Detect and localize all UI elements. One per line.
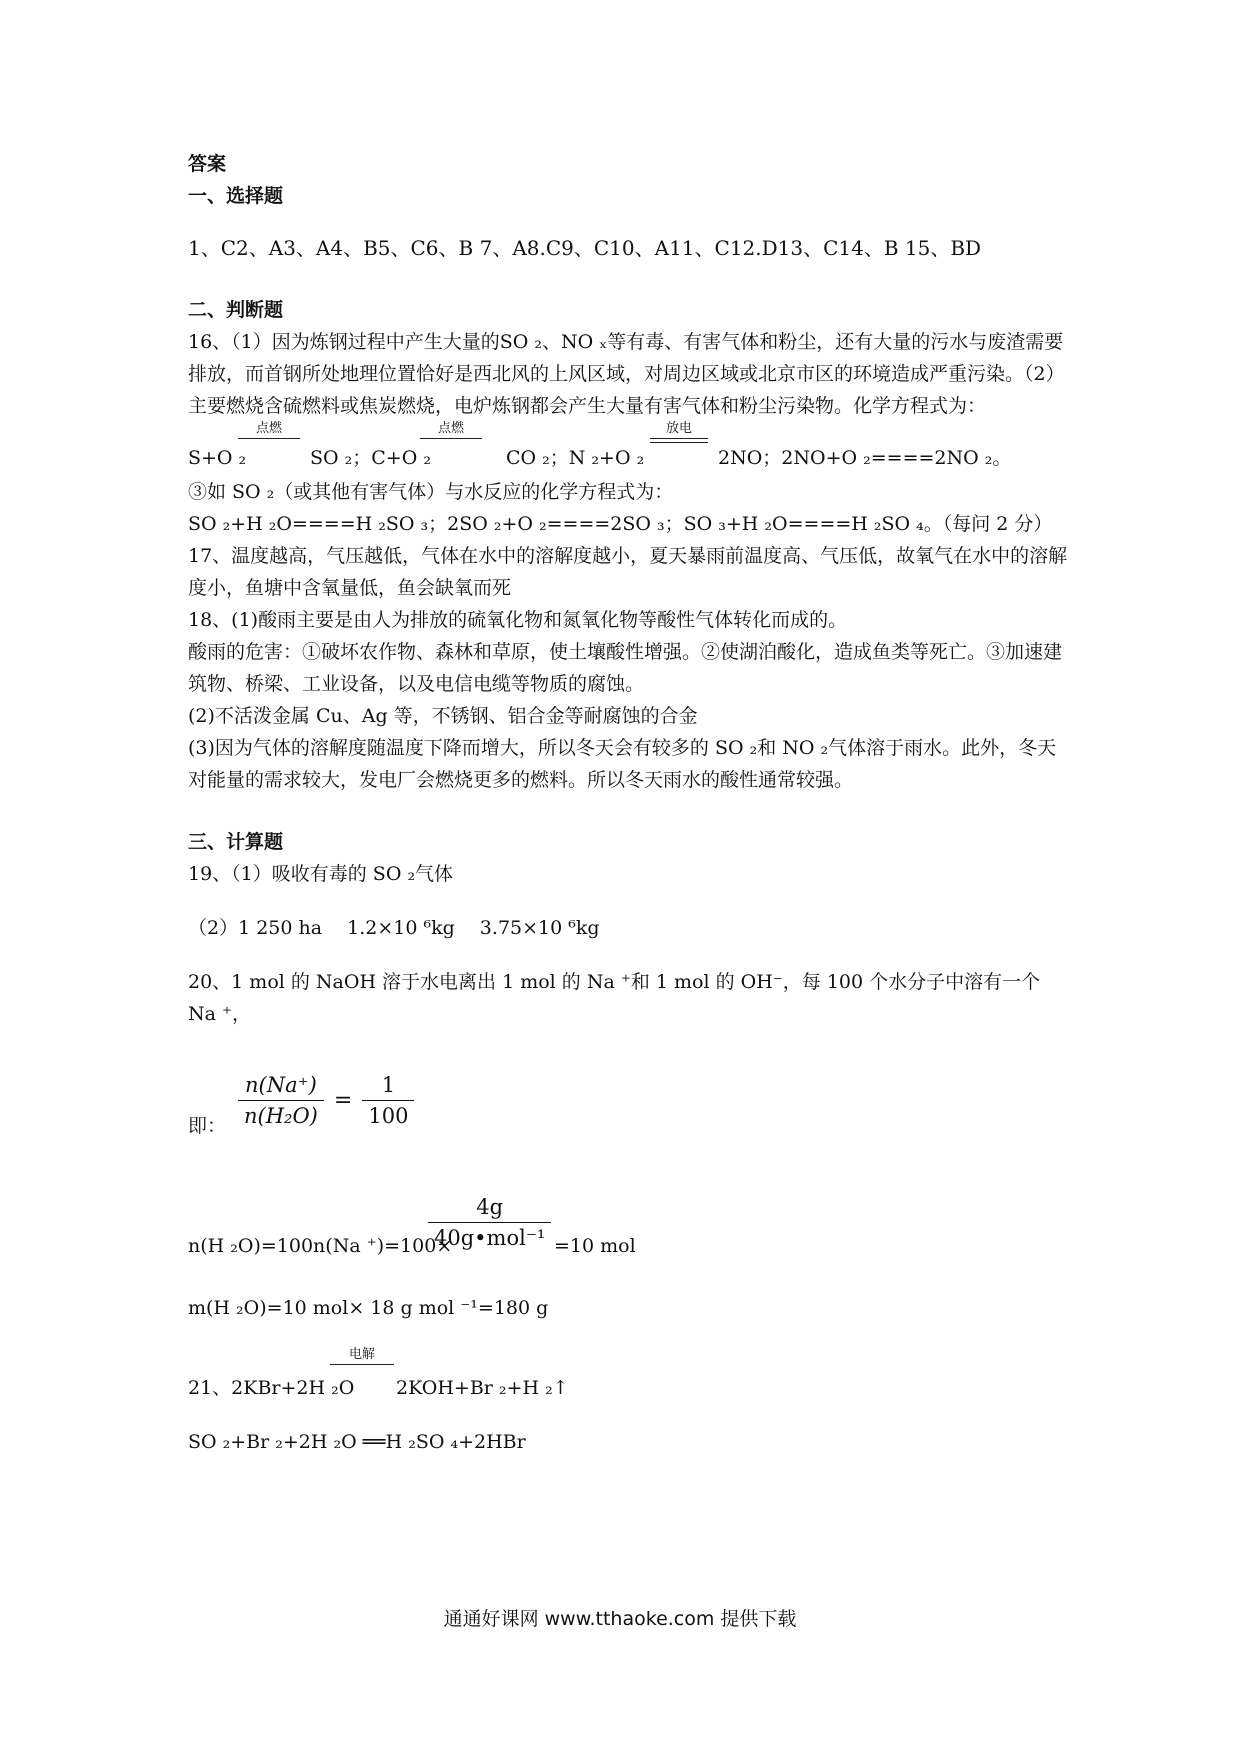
eq1-part-b: SO ₂；C+O ₂ bbox=[310, 447, 431, 469]
q20-ji-label: 即： bbox=[188, 1115, 227, 1137]
q19-part2: （2）1 250 ha 1.2×10 ⁶kg 3.75×10 ⁶kg bbox=[188, 917, 600, 939]
eq1-part-d: 2NO；2NO+O ₂====2NO ₂。 bbox=[718, 447, 1012, 469]
eq1-part-a: S+O ₂ bbox=[188, 447, 247, 469]
eq1-condition-3: 放电 bbox=[650, 422, 708, 443]
eq1-condition-2: 点燃 bbox=[420, 422, 482, 439]
q16-equation-line bbox=[188, 422, 1068, 476]
doc-title: 答案 bbox=[188, 153, 227, 175]
fraction-na-over-h2o: $\frac{n(Na^+)}{\text{n(H₂O)}}$ bbox=[238, 1070, 324, 1131]
answer-document bbox=[188, 148, 1068, 1458]
q21-left: 21、2KBr+2H ₂O bbox=[188, 1377, 355, 1399]
q20-m-line: m(H ₂O)=10 mol× 18 g mol ⁻¹=180 g bbox=[188, 1297, 549, 1319]
q20-ratio-row bbox=[188, 1070, 1068, 1146]
q18-part3: (2)不活泼金属 Cu、Ag 等，不锈钢、铝合金等耐腐蚀的合金 bbox=[188, 705, 698, 727]
fraction-4g-over-molar-mass: $\frac{4g}{\text{40g•mol⁻¹}}$ bbox=[428, 1192, 551, 1253]
eq1-condition-1: 点燃 bbox=[238, 422, 300, 439]
fraction-one-hundredth: $\frac{1}{100}$ bbox=[362, 1070, 414, 1131]
section2-heading: 二、判断题 bbox=[188, 299, 284, 321]
section3-heading: 三、计算题 bbox=[188, 831, 284, 853]
q18-part2: 酸雨的危害：①破坏农作物、森林和草原，使土壤酸性增强。②使湖泊酸化，造成鱼类等死亡。③加速建筑物、桥梁、工业设备，以及电信电缆等物质的腐蚀。 bbox=[188, 641, 1063, 695]
q20-text: 20、1 mol 的 NaOH 溶于水电离出 1 mol 的 Na ⁺和 1 mol 的 OH⁻，每 100 个水分子中溶有一个 Na ⁺， bbox=[188, 971, 1041, 1025]
q18-part4: (3)因为气体的溶解度随温度下降而增大，所以冬天会有较多的 SO ₂和 NO ₂气体溶于雨水。此外，冬天对能量的需求较大，发电厂会燃烧更多的燃料。所以冬天雨水的酸性通常较强。 bbox=[188, 737, 1057, 791]
q16-text: 16、（1）因为炼钢过程中产生大量的SO ₂、NO ₓ等有毒、有害气体和粉尘，还有大量的污水与废渣需要排放，而首钢所处地理位置恰好是西北风的上风区域，对周边区域或北京市区的环境造成严重污染。（2）主要燃烧含硫燃料或焦炭燃烧，电炉炼钢都会产生大量有害气体和粉尘污染物。化学方程式为： bbox=[188, 331, 1065, 417]
q16-equations-2: SO ₂+H ₂O====H ₂SO ₃；2SO ₂+O ₂====2SO ₃；SO ₃+H ₂O====H ₂SO ₄。（每问 2 分） bbox=[188, 513, 1053, 535]
section1-heading: 一、选择题 bbox=[188, 185, 284, 207]
section1-answers: 1、C2、A3、A4、B5、C6、B 7、A8.C9、C10、A11、C12.D13、C14、B 15、BD bbox=[188, 236, 982, 260]
q16-part3: ③如 SO ₂（或其他有害气体）与水反应的化学方程式为： bbox=[188, 481, 674, 503]
page-footer: 通通好课网 www.tthaoke.com 提供下载 bbox=[443, 1608, 797, 1630]
q20-n-row bbox=[188, 1192, 1068, 1262]
q21-condition: 电解 bbox=[330, 1348, 394, 1365]
eq1-part-c: CO ₂；N ₂+O ₂ bbox=[506, 447, 645, 469]
equals-sign: = bbox=[333, 1087, 353, 1113]
q20-n-left: n(H ₂O)=100n(Na ⁺)=100× bbox=[188, 1235, 453, 1257]
q20-n-right: =10 mol bbox=[554, 1235, 636, 1257]
q21-equation-line bbox=[188, 1348, 1068, 1406]
q17-text: 17、温度越高，气压越低，气体在水中的溶解度越小，夏天暴雨前温度高、气压低，故氧气在水中的溶解度小，鱼塘中含氧量低，鱼会缺氧而死 bbox=[188, 545, 1068, 599]
q18-part1: 18、(1)酸雨主要是由人为排放的硫氧化物和氮氧化物等酸性气体转化而成的。 bbox=[188, 609, 848, 631]
q21-right: 2KOH+Br ₂+H ₂↑ bbox=[396, 1377, 569, 1399]
q21-equation-2: SO ₂+Br ₂+2H ₂O ══H ₂SO ₄+2HBr bbox=[188, 1431, 526, 1453]
q19-part1: 19、（1）吸收有毒的 SO ₂气体 bbox=[188, 863, 454, 885]
